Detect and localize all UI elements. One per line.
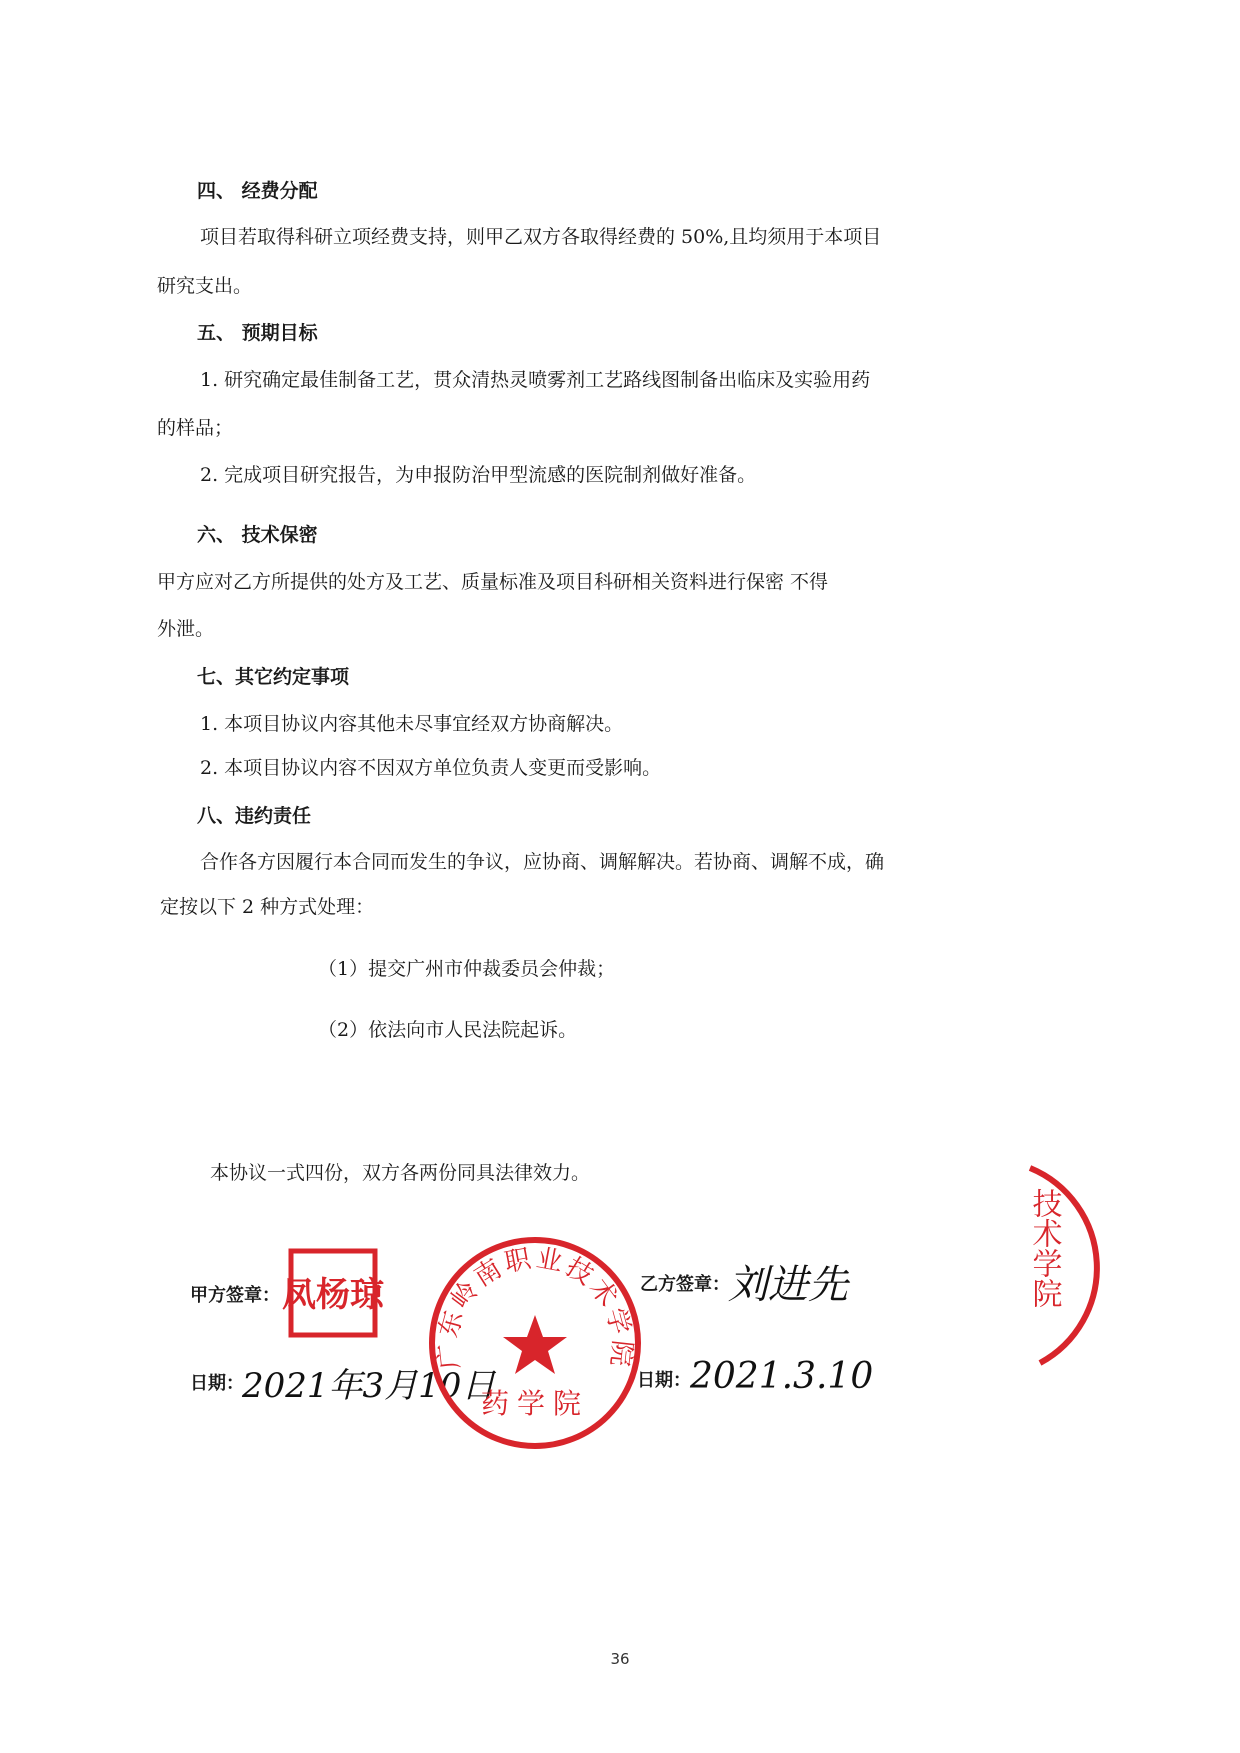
section-5-item-1-line-1: 1. 研究确定最佳制备工艺，贯众清热灵喷雾剂工艺路线图制备出临床及实验用药 [200,369,871,391]
party-a-signature-label: 甲方签章： [190,1285,280,1306]
edge-partial-seal [1020,1148,1240,1378]
party-a-date-label: 日期： [190,1373,244,1394]
round-seal-arc-text: 广东岭南职业技术学院 [433,1243,637,1371]
round-seal-bottom-text: 药学院 [480,1387,590,1420]
section-8-line-2: 定按以下 2 种方式处理： [160,896,375,918]
section-6-line-2: 外泄。 [157,618,215,640]
college-round-seal [425,1233,645,1453]
party-b-signature-label: 乙方签章： [640,1274,730,1295]
section-8-option-2: （2）依法向市人民法院起诉。 [318,1019,578,1041]
section-8-heading: 八、违约责任 [197,805,312,827]
star-icon [503,1315,567,1374]
section-6-heading: 六、 技术保密 [197,524,318,546]
party-a-date: 2021年3月10日 [242,1366,496,1406]
section-5-item-1-line-2: 的样品； [157,417,234,439]
party-b-signature: 刘进先 [728,1262,848,1308]
party-a-seal-text: 凤杨琼 [282,1275,384,1315]
section-7-heading: 七、其它约定事项 [197,666,350,688]
party-a-square-seal [282,1248,384,1338]
section-5-heading: 五、 预期目标 [197,322,318,344]
section-5-item-2: 2. 完成项目研究报告，为申报防治甲型流感的医院制剂做好准备。 [200,464,757,486]
section-4-line-1: 项目若取得科研立项经费支持，则甲乙双方各取得经费的 50%,且均须用于本项目 [200,226,882,248]
section-7-item-2: 2. 本项目协议内容不因双方单位负责人变更而受影响。 [200,757,662,779]
page-number: 36 [610,1650,630,1668]
edge-seal-text: 技术学院 [1026,1188,1062,1308]
section-8-option-1: （1）提交广州市仲裁委员会仲裁； [318,958,616,980]
section-6-line-1: 甲方应对乙方所提供的处方及工艺、质量标准及项目科研相关资料进行保密 不得 [157,571,829,593]
section-7-item-1: 1. 本项目协议内容其他未尽事宜经双方协商解决。 [200,713,624,735]
closing-statement: 本协议一式四份，双方各两份同具法律效力。 [210,1162,591,1184]
party-b-date-label: 日期： [637,1370,691,1391]
section-8-line-1: 合作各方因履行本合同而发生的争议，应协商、调解解决。若协商、调解不成，确 [200,851,885,873]
section-4-line-2: 研究支出。 [157,275,253,297]
party-b-date: 2021.3.10 [690,1356,874,1397]
section-4-heading: 四、 经费分配 [197,180,318,202]
